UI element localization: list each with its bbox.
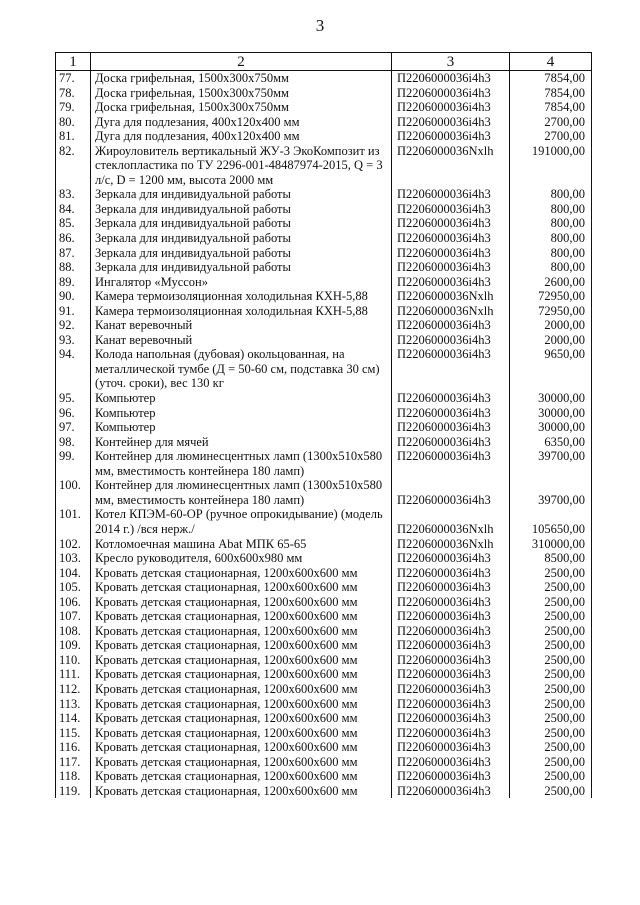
- item-code: П2206000036i4h3: [392, 246, 510, 261]
- table-row: [56, 71, 592, 86]
- row-number: 82.: [56, 144, 91, 188]
- row-number: 81.: [56, 129, 91, 144]
- item-code: П2206000036i4h3: [392, 580, 510, 595]
- table-row: [56, 551, 592, 566]
- row-number: 119.: [56, 784, 91, 799]
- table-row: [56, 566, 592, 581]
- item-name: Кровать детская стационарная, 1200х600х600 мм: [91, 726, 392, 741]
- table-row: [56, 609, 592, 624]
- table-row: [56, 260, 592, 275]
- item-code: П2206000036i4h3: [392, 260, 510, 275]
- item-price: 30000,00: [510, 406, 592, 421]
- table-row: [56, 769, 592, 784]
- item-code: П2206000036i4h3: [392, 653, 510, 668]
- item-name: Канат веревочный: [91, 333, 392, 348]
- item-code: П2206000036i4h3: [392, 435, 510, 450]
- item-code: П2206000036i4h3: [392, 740, 510, 755]
- row-number: 80.: [56, 115, 91, 130]
- item-name: Компьютер: [91, 391, 392, 406]
- item-price: 2500,00: [510, 711, 592, 726]
- item-name: Кровать детская стационарная, 1200х600х600 мм: [91, 682, 392, 697]
- table-row: [56, 726, 592, 741]
- item-name: Доска грифельная, 1500х300х750мм: [91, 71, 392, 86]
- row-number: 86.: [56, 231, 91, 246]
- item-price: 30000,00: [510, 391, 592, 406]
- row-number: 117.: [56, 755, 91, 770]
- table-row: [56, 653, 592, 668]
- item-name: Контейнер для люминесцентных ламп (1300х510х580 мм, вместимость контейнера 180 ламп): [91, 478, 392, 507]
- item-price: 800,00: [510, 231, 592, 246]
- table-row: [56, 275, 592, 290]
- item-code: П2206000036i4h3: [392, 609, 510, 624]
- item-price: 2500,00: [510, 653, 592, 668]
- item-code: П2206000036i4h3: [392, 784, 510, 799]
- item-code: П2206000036i4h3: [392, 478, 510, 507]
- table-row: [56, 624, 592, 639]
- row-number: 111.: [56, 667, 91, 682]
- table-row: [56, 580, 592, 595]
- item-price: 2500,00: [510, 784, 592, 799]
- item-price: 7854,00: [510, 71, 592, 86]
- item-price: 2500,00: [510, 609, 592, 624]
- table-row: [56, 333, 592, 348]
- row-number: 91.: [56, 304, 91, 319]
- item-price: 8500,00: [510, 551, 592, 566]
- item-name: Зеркала для индивидуальной работы: [91, 202, 392, 217]
- item-code: П2206000036i4h3: [392, 697, 510, 712]
- item-name: Зеркала для индивидуальной работы: [91, 260, 392, 275]
- row-number: 115.: [56, 726, 91, 741]
- item-name: Кровать детская стационарная, 1200х600х600 мм: [91, 653, 392, 668]
- item-price: 2500,00: [510, 755, 592, 770]
- table-row: [56, 667, 592, 682]
- item-code: П2206000036Nxlh: [392, 507, 510, 536]
- item-name: Кровать детская стационарная, 1200х600х600 мм: [91, 566, 392, 581]
- item-name: Зеркала для индивидуальной работы: [91, 187, 392, 202]
- item-code: П2206000036i4h3: [392, 449, 510, 478]
- column-header-number: 1: [56, 53, 91, 71]
- table-row: [56, 697, 592, 712]
- table-row: [56, 289, 592, 304]
- item-price: 2000,00: [510, 318, 592, 333]
- table-row: [56, 682, 592, 697]
- item-price: 39700,00: [510, 449, 592, 478]
- item-name: Котел КПЭМ-60-ОР (ручное опрокидывание) (модель 2014 г.) /вся нерж./: [91, 507, 392, 536]
- item-name: Ингалятор «Муссон»: [91, 275, 392, 290]
- table-row: [56, 202, 592, 217]
- item-price: 30000,00: [510, 420, 592, 435]
- item-code: П2206000036i4h3: [392, 100, 510, 115]
- row-number: 100.: [56, 478, 91, 507]
- item-price: 191000,00: [510, 144, 592, 188]
- table-row: [56, 216, 592, 231]
- item-price: 2500,00: [510, 595, 592, 610]
- item-code: П2206000036i4h3: [392, 216, 510, 231]
- item-code: П2206000036i4h3: [392, 202, 510, 217]
- table-row: [56, 246, 592, 261]
- table-row: [56, 115, 592, 130]
- table-row: [56, 711, 592, 726]
- item-name: Компьютер: [91, 406, 392, 421]
- item-code: П2206000036i4h3: [392, 420, 510, 435]
- item-name: Контейнер для мячей: [91, 435, 392, 450]
- item-price: 39700,00: [510, 478, 592, 507]
- item-price: 800,00: [510, 187, 592, 202]
- row-number: 105.: [56, 580, 91, 595]
- item-price: 2600,00: [510, 275, 592, 290]
- row-number: 95.: [56, 391, 91, 406]
- item-name: Кровать детская стационарная, 1200х600х600 мм: [91, 609, 392, 624]
- row-number: 96.: [56, 406, 91, 421]
- item-name: Камера термоизоляционная холодильная КХН-5,88: [91, 289, 392, 304]
- item-code: П2206000036i4h3: [392, 755, 510, 770]
- item-price: 2500,00: [510, 580, 592, 595]
- row-number: 110.: [56, 653, 91, 668]
- item-name: Кровать детская стационарная, 1200х600х600 мм: [91, 624, 392, 639]
- item-price: 2500,00: [510, 638, 592, 653]
- item-code: П2206000036i4h3: [392, 406, 510, 421]
- item-code: П2206000036i4h3: [392, 129, 510, 144]
- item-name: Кровать детская стационарная, 1200х600х600 мм: [91, 580, 392, 595]
- table-row: [56, 595, 592, 610]
- table-row: [56, 231, 592, 246]
- column-header-name: 2: [91, 53, 392, 71]
- row-number: 87.: [56, 246, 91, 261]
- table-row: [56, 187, 592, 202]
- item-code: П2206000036i4h3: [392, 187, 510, 202]
- item-price: 2500,00: [510, 682, 592, 697]
- item-name: Кровать детская стационарная, 1200х600х600 мм: [91, 667, 392, 682]
- item-price: 2500,00: [510, 769, 592, 784]
- item-price: 800,00: [510, 260, 592, 275]
- item-code: П2206000036i4h3: [392, 115, 510, 130]
- item-name: Зеркала для индивидуальной работы: [91, 246, 392, 261]
- item-name: Камера термоизоляционная холодильная КХН-5,88: [91, 304, 392, 319]
- table-row: [56, 507, 592, 536]
- header-row: [56, 53, 592, 71]
- item-code: П2206000036i4h3: [392, 726, 510, 741]
- row-number: 79.: [56, 100, 91, 115]
- table-row: [56, 347, 592, 391]
- row-number: 112.: [56, 682, 91, 697]
- inventory-table: [55, 52, 592, 798]
- item-price: 72950,00: [510, 289, 592, 304]
- row-number: 78.: [56, 86, 91, 101]
- item-code: П2206000036i4h3: [392, 769, 510, 784]
- item-name: Доска грифельная, 1500х300х750мм: [91, 86, 392, 101]
- row-number: 90.: [56, 289, 91, 304]
- item-code: П2206000036i4h3: [392, 71, 510, 86]
- item-price: 6350,00: [510, 435, 592, 450]
- item-name: Кровать детская стационарная, 1200х600х600 мм: [91, 595, 392, 610]
- row-number: 118.: [56, 769, 91, 784]
- table-row: [56, 304, 592, 319]
- table-row: [56, 638, 592, 653]
- table-row: [56, 449, 592, 478]
- table-row: [56, 144, 592, 188]
- item-code: П2206000036i4h3: [392, 275, 510, 290]
- item-price: 2700,00: [510, 115, 592, 130]
- table-row: [56, 740, 592, 755]
- table-row: [56, 391, 592, 406]
- row-number: 85.: [56, 216, 91, 231]
- item-code: П2206000036i4h3: [392, 711, 510, 726]
- item-code: П2206000036i4h3: [392, 391, 510, 406]
- row-number: 103.: [56, 551, 91, 566]
- table-row: [56, 420, 592, 435]
- item-name: Кровать детская стационарная, 1200х600х600 мм: [91, 740, 392, 755]
- item-name: Зеркала для индивидуальной работы: [91, 216, 392, 231]
- item-name: Колода напольная (дубовая) окольцованная, на металлической тумбе (Д = 50-60 см, подставка 30 см) (уточ. сроки), вес 130 кг: [91, 347, 392, 391]
- item-code: П2206000036i4h3: [392, 566, 510, 581]
- table-row: [56, 406, 592, 421]
- item-code: П2206000036i4h3: [392, 231, 510, 246]
- item-price: 7854,00: [510, 86, 592, 101]
- row-number: 101.: [56, 507, 91, 536]
- row-number: 109.: [56, 638, 91, 653]
- item-name: Кровать детская стационарная, 1200х600х600 мм: [91, 711, 392, 726]
- item-name: Дуга для подлезания, 400х120х400 мм: [91, 115, 392, 130]
- item-price: 310000,00: [510, 537, 592, 552]
- row-number: 113.: [56, 697, 91, 712]
- row-number: 93.: [56, 333, 91, 348]
- item-price: 72950,00: [510, 304, 592, 319]
- item-code: П2206000036i4h3: [392, 638, 510, 653]
- row-number: 89.: [56, 275, 91, 290]
- page-number: 3: [315, 16, 325, 35]
- table-row: [56, 318, 592, 333]
- item-name: Кровать детская стационарная, 1200х600х600 мм: [91, 638, 392, 653]
- item-name: Кровать детская стационарная, 1200х600х600 мм: [91, 697, 392, 712]
- item-price: 9650,00: [510, 347, 592, 391]
- item-price: 2500,00: [510, 740, 592, 755]
- item-price: 2500,00: [510, 667, 592, 682]
- row-number: 116.: [56, 740, 91, 755]
- item-price: 105650,00: [510, 507, 592, 536]
- item-name: Кровать детская стационарная, 1200х600х600 мм: [91, 784, 392, 799]
- table-row: [56, 784, 592, 799]
- item-name: Жироуловитель вертикальный ЖУ-3 ЭкоКомпозит из стеклопластика по ТУ 2296-001-48487974-2015, Q = 3 л/с, D = 1200 мм, высота 2000 мм: [91, 144, 392, 188]
- column-header-price: 4: [510, 53, 592, 71]
- item-name: Дуга для подлезания, 400х120х400 мм: [91, 129, 392, 144]
- row-number: 106.: [56, 595, 91, 610]
- item-code: П2206000036i4h3: [392, 86, 510, 101]
- row-number: 92.: [56, 318, 91, 333]
- item-code: П2206000036Nxlh: [392, 289, 510, 304]
- item-name: Котломоечная машина Abat МПК 65-65: [91, 537, 392, 552]
- row-number: 98.: [56, 435, 91, 450]
- row-number: 108.: [56, 624, 91, 639]
- row-number: 107.: [56, 609, 91, 624]
- item-name: Компьютер: [91, 420, 392, 435]
- row-number: 102.: [56, 537, 91, 552]
- table-row: [56, 435, 592, 450]
- item-price: 2700,00: [510, 129, 592, 144]
- item-name: Кресло руководителя, 600х600х980 мм: [91, 551, 392, 566]
- item-price: 800,00: [510, 216, 592, 231]
- row-number: 83.: [56, 187, 91, 202]
- item-price: 800,00: [510, 202, 592, 217]
- table-row: [56, 537, 592, 552]
- item-code: П2206000036i4h3: [392, 682, 510, 697]
- row-number: 77.: [56, 71, 91, 86]
- item-name: Кровать детская стационарная, 1200х600х600 мм: [91, 769, 392, 784]
- item-code: П2206000036i4h3: [392, 667, 510, 682]
- column-header-code: 3: [392, 53, 510, 71]
- table-row: [56, 129, 592, 144]
- row-number: 94.: [56, 347, 91, 391]
- table-header: [56, 53, 592, 71]
- table-row: [56, 86, 592, 101]
- item-price: 2500,00: [510, 566, 592, 581]
- item-price: 2500,00: [510, 624, 592, 639]
- item-name: Зеркала для индивидуальной работы: [91, 231, 392, 246]
- item-code: П2206000036i4h3: [392, 347, 510, 391]
- item-price: 2000,00: [510, 333, 592, 348]
- item-name: Доска грифельная, 1500х300х750мм: [91, 100, 392, 115]
- item-code: П2206000036i4h3: [392, 624, 510, 639]
- item-name: Кровать детская стационарная, 1200х600х600 мм: [91, 755, 392, 770]
- row-number: 84.: [56, 202, 91, 217]
- item-code: П2206000036i4h3: [392, 333, 510, 348]
- row-number: 114.: [56, 711, 91, 726]
- row-number: 97.: [56, 420, 91, 435]
- item-name: Контейнер для люминесцентных ламп (1300х510х580 мм, вместимость контейнера 180 ламп): [91, 449, 392, 478]
- row-number: 88.: [56, 260, 91, 275]
- table-row: [56, 100, 592, 115]
- table-body: [56, 71, 592, 799]
- item-code: П2206000036i4h3: [392, 318, 510, 333]
- item-code: П2206000036Nxlh: [392, 537, 510, 552]
- row-number: 99.: [56, 449, 91, 478]
- item-price: 7854,00: [510, 100, 592, 115]
- item-code: П2206000036i4h3: [392, 551, 510, 566]
- table-row: [56, 755, 592, 770]
- item-price: 2500,00: [510, 697, 592, 712]
- row-number: 104.: [56, 566, 91, 581]
- item-price: 800,00: [510, 246, 592, 261]
- item-code: П2206000036Nxlh: [392, 144, 510, 188]
- item-name: Канат веревочный: [91, 318, 392, 333]
- item-code: П2206000036i4h3: [392, 595, 510, 610]
- item-code: П2206000036Nxlh: [392, 304, 510, 319]
- table-row: [56, 478, 592, 507]
- item-price: 2500,00: [510, 726, 592, 741]
